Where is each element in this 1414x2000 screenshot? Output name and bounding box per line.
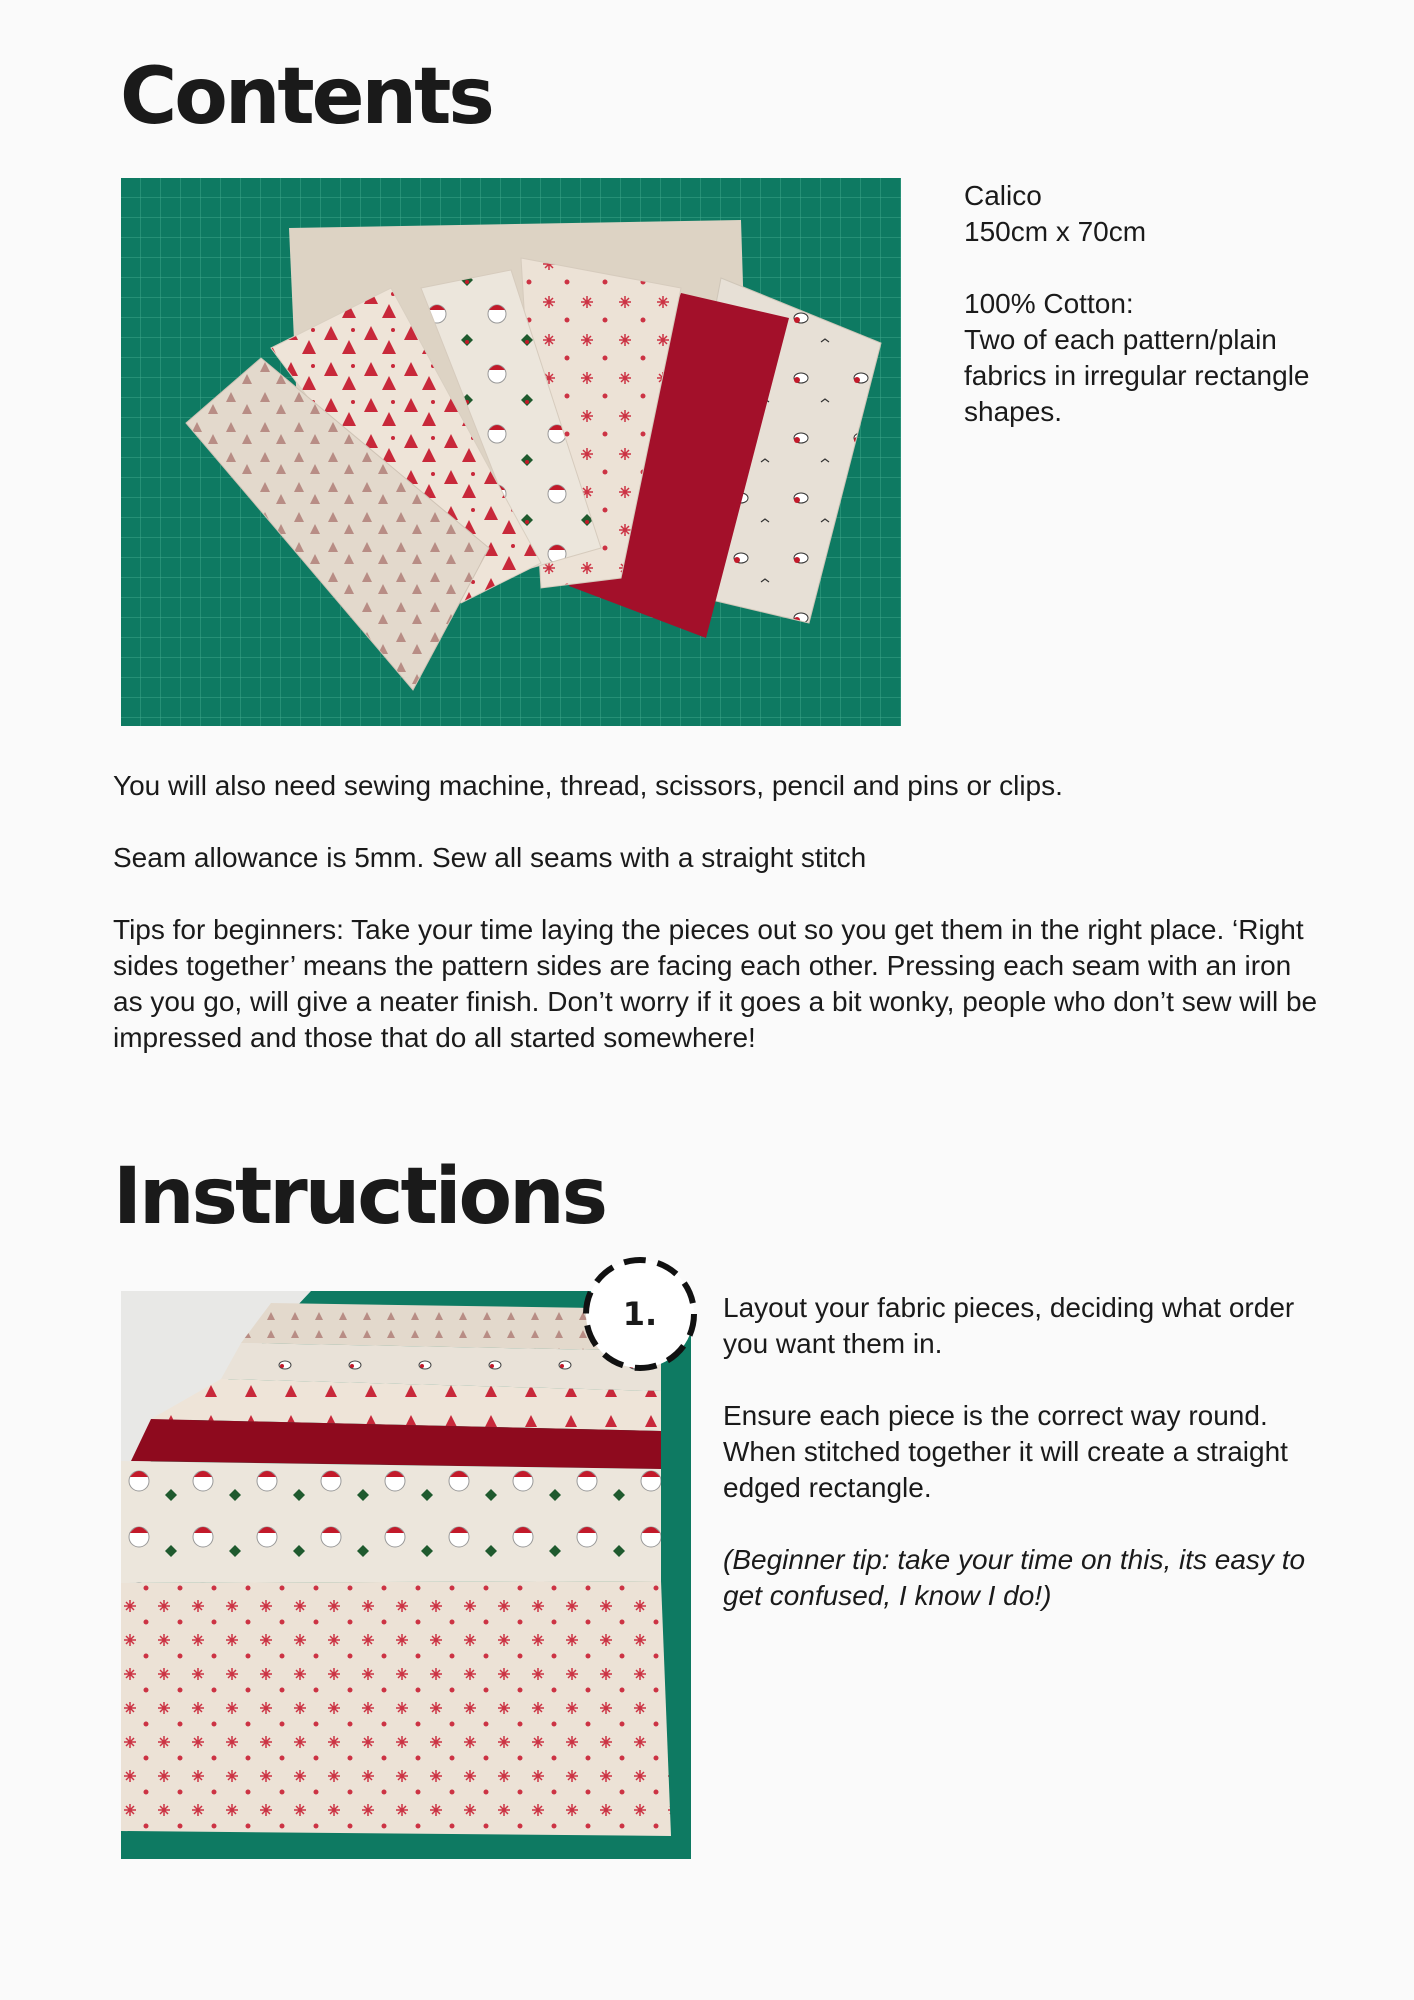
step-1-beginner-tip: (Beginner tip: take your time on this, its easy to get confused, I know I do!) (723, 1544, 1306, 1611)
seam-allowance-text: Seam allowance is 5mm. Sew all seams with a straight stitch (113, 842, 867, 873)
step-1-number: 1. (622, 1295, 658, 1333)
beginner-tips-text: Tips for beginners: Take your time laying the pieces out so you get them in the right place. ‘Right sides together’ means the pattern sides are facing each other. Pressing each seam with an iron as you go, will give a neater finish. Don’t worry if it goes a bit wonky, people who don’t sew will be impressed and those that do all started somewhere! (113, 914, 1318, 1053)
contents-heading: Contents (120, 52, 492, 142)
cotton-title: 100% Cotton: (964, 288, 1134, 319)
calico-name: Calico (964, 180, 1042, 211)
step-1-layout-text: Layout your fabric pieces, deciding what order you want them in. (723, 1292, 1295, 1359)
instructions-heading: Instructions (113, 1152, 606, 1242)
cotton-detail: Two of each pattern/plain fabrics in irregular rectangle shapes. (964, 324, 1310, 427)
calico-description (964, 178, 1364, 250)
cotton-description (964, 286, 1364, 430)
step-1-badge (580, 1254, 700, 1374)
calico-size: 150cm x 70cm (964, 216, 1147, 247)
fabric-contents-photo (121, 178, 901, 726)
also-need-text: You will also need sewing machine, thread, scissors, pencil and pins or clips. (113, 770, 1063, 801)
fabric-layout-photo (121, 1291, 691, 1859)
step-1-orientation-text: Ensure each piece is the correct way round. When stitched together it will create a straight edged rectangle. (723, 1400, 1288, 1503)
